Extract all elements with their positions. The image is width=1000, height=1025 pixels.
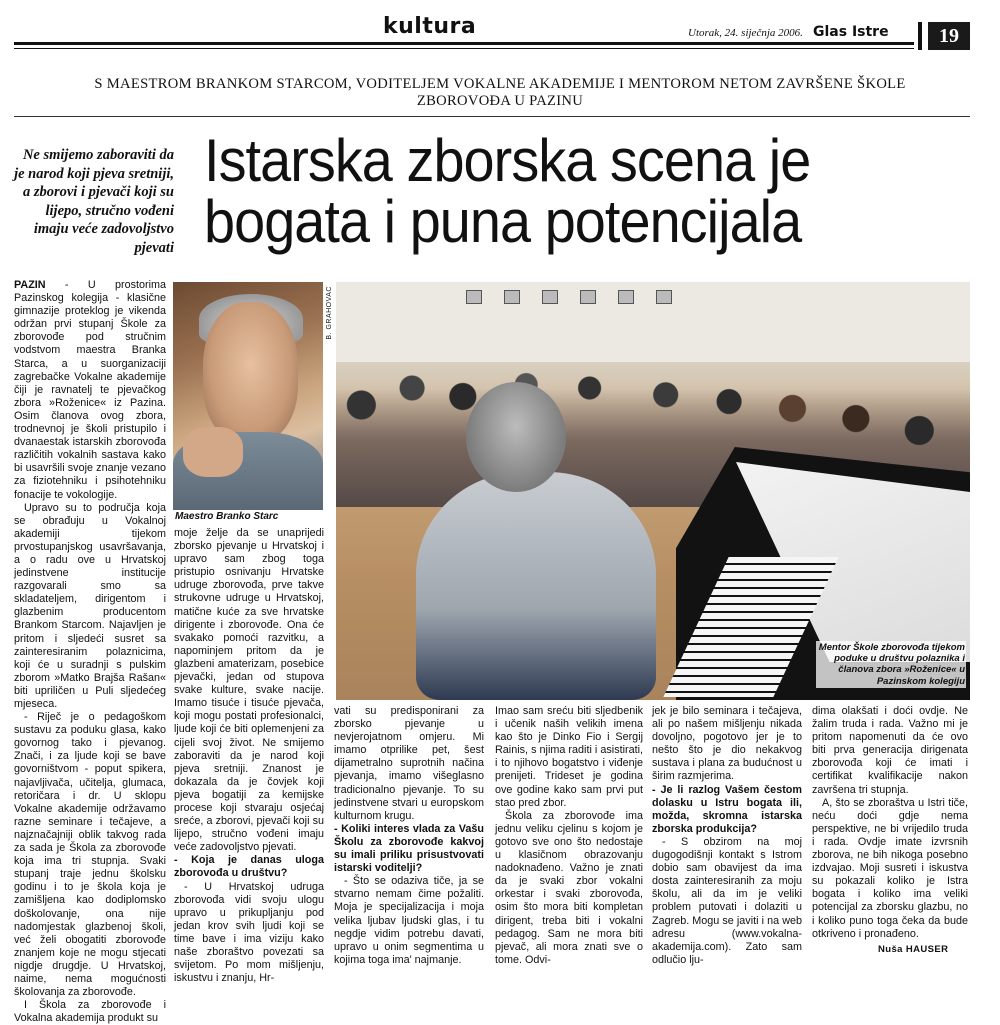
paragraph: - S obzirom na moj dugogodišnji kontakt s Istrom dobio sam obavijest da ima dosta zainteresiranih za moju školu, ali da im je veliki problem putovati i dolaziti u Zagreb. Mogu se javiti i na web adresu (www.vokalna-akademija.com). Zato sam odlučio lju- bbox=[652, 835, 802, 966]
author-byline: Nuša HAUSER bbox=[878, 944, 949, 955]
photo-detail bbox=[466, 382, 566, 492]
paragraph: - Riječ je o pedagoškom sustavu za poduku glasa, kako govornog tako i pjevanog. Znači, i za ljude koji se bave govorništvom - poput spikera, najavljivača, učitelja, glumaca, retoričara i dr. U sklopu Vokalne akademije održavamo razne seminare i tečajeve, a najznačajniji oblik takvog rada za sada je Škola za zborovođe koja ima tri stupnja. Svaki stupanj traje jednu školsku godinu i to je škola koja je zamišljena kao dodiplomsko doškolovanje, ona nije nadomjestak glazbenoj školi, već želi obogatiti zborovođe znanjem koje ne mogu stjecati nigdje drugdje. U Hrvatskoj, naime, nema mogućnosti školovanja za zborovođe. bbox=[14, 711, 166, 999]
page-number: 19 bbox=[928, 22, 970, 50]
photo-detail bbox=[183, 427, 243, 477]
paragraph: I Škola za zborovođe i Vokalna akademija produkt su bbox=[14, 999, 166, 1025]
photo-detail bbox=[416, 472, 656, 700]
article-column-1 bbox=[14, 279, 166, 1025]
paragraph: dima olakšati i doći ovdje. Ne žalim truda i rada. Važno mi je pritom napomenuti da će ovo biti prva generacija dirigenata zborovođa koji će imati i certifikat kvalifikacije nakon završena tri stupnja. bbox=[812, 705, 968, 796]
paragraph: Škola za zborovođe ima jednu veliku cjelinu s kojom je gotovo sve ono što nedostaje u klasičnom obrazovanju nadoknađeno. Važno je znati da je svaki zbor vokalni orkestar i svaki zborovođa, osim što mora biti kompletan dirigent, treba biti i vokalni pedagog. Sam ne mora biti pjevač, ali mora znati sve o tome. Odvi- bbox=[495, 809, 643, 966]
article-headline bbox=[204, 127, 920, 255]
paragraph: A, što se zboraštva u Istri tiče, neću doći gdje nema perspektive, ne bi vrijedilo truda i rada. Ovdje imate izvrsnih zborova, ne bih nikoga posebno izdvajao. Moji susreti i iskustva su pokazali koliko je Istra bogata i koliko ima veliki potencijal za zborsku glazbu, no i koliko puno toga čeka da bude otkriveno i pronađeno. bbox=[812, 796, 968, 940]
paragraph: - Što se odaziva tiče, ja se stvarno nemam čime požaliti. Moja je specijalizacija i moja velika ljubav ljudski glas, i tu negdje vidim potrebu davati, upravo u onim segmentima u kojima toga ima' najmanje. bbox=[334, 875, 484, 966]
section-title: kultura bbox=[383, 14, 477, 39]
rehearsal-photo bbox=[336, 282, 970, 700]
paragraph: jek je bilo seminara i tečajeva, ali po našem mišljenju nikada dovoljno, pogotovo jer je to nešto što je dio nekakvog sustava i plana za budućnost u širim razmjerima. bbox=[652, 705, 802, 783]
paragraph: vati su predisponirani za zborsko pjevanje u nevjerojatnom omjeru. Mi imamo otprilike pet, šest dijametralno suprotnih načina pjevanja, imamo višeglasno tradicionalno pjevanje. To su jedinstvene stvari u europskom kulturnom krugu. bbox=[334, 705, 484, 822]
article-lede: Ne smijemo zaboraviti da je narod koji pjeva sretniji, a zborovi i pjevači koji su lijepo, stručno vođeni imaju veće zadovoljstvo pjevati bbox=[14, 147, 174, 256]
rehearsal-caption: Mentor Škole zborovođa tijekom poduke u društvu polaznika i članova zbora »Roženice« u Pazinskom kolegiju bbox=[816, 641, 966, 688]
paragraph: moje želje da se unaprijedi zborsko pjevanje u Hrvatskoj i upravo sam zbog toga pristupio osnivanju Hrvatske udruge zborovođa, prve takve strukovne udruge u Hrvatskoj, matične kuće za sve hrvatske dirigente i zborovođe. Ona će svakako pomoći razvitku, a napominjem pritom da je glazbeni amaterizam, posebice pjevački, jedan od stupova svake kulture, svake nacije. Imamo tisuće i tisuće pjevača, koji mogu postati profesionalci, ljude koji će biti oplemenjeni za cijeli svoj život. Ne smijemo zaboraviti da je narod koji pjeva sretniji. Znanost je dokazala da je čovjek koji pjeva bogatiji za kemijske procese koji stvaraju osjećaj sreće, a zborovi, pjevači koji su lijepo, stručno vođeni imaju veće zadovoljstvo pjevati. bbox=[174, 527, 324, 854]
interview-question: - Koliki interes vlada za Vašu Školu za zborovođe kakvoj su imali priliku prisustvovati istarski voditelji? bbox=[334, 822, 484, 875]
paragraph-text: - U prostorima Pazinskog kolegija - klasične gimnazije proteklog je vikenda održan prvi stupanj Škole za zborovođe pod stručnim vodstvom maestra Branka Starca, a u suorganizaciji zagrebačke Vokalne akademije čiji je ravnatelj te pjevačkog zbora »Roženice« iz Pazina. Osim članova ovog zbora, trodnevnoj je školi pristupilo i dvanaestak istarskih zborovođa različitih vokalnih sastava kako bi usavršili svoje znanje vezano za fiziotehniku i psihotehniku fonacije te vokologije. bbox=[14, 279, 166, 501]
article-column-2 bbox=[174, 527, 324, 985]
issue-date: Utorak, 24. siječnja 2006. bbox=[688, 27, 803, 39]
paragraph: Imao sam sreću biti sljedbenik i učenik naših velikih imena kao što je Dinko Fio i Sergij Rainis, s njima raditi i asistirati, i to njihovo bogatstvo i viđenje prenijeti. Trideset je godina ove godine kako sam prvi put stao pred zbor. bbox=[495, 705, 643, 809]
interview-question: - Koja je danas uloga zborovođa u društvu? bbox=[174, 854, 324, 880]
article-column-3 bbox=[334, 705, 484, 967]
paragraph: - U Hrvatskoj udruga zborovođa vidi svoju ulogu upravo u prikupljanju pod jedan krov svih ljudi koji se time bave i ima viziju kako naše zboraštvo povezati sa svijetom. Po mom mišljenju, iskustvu i znanju, Hr- bbox=[174, 880, 324, 985]
portrait-photo bbox=[173, 282, 323, 510]
headline-line-1: Istarska zborska scena je bbox=[204, 127, 811, 194]
header-divider bbox=[918, 22, 922, 50]
interview-question: - Je li razlog Vašem čestom dolasku u Istru bogata ili, možda, skromna istarska zborska produkcija? bbox=[652, 783, 802, 835]
photo-detail bbox=[466, 290, 672, 304]
photo-detail bbox=[203, 302, 298, 442]
portrait-caption: Maestro Branko Starc bbox=[175, 511, 279, 522]
article-column-4 bbox=[495, 705, 643, 967]
paragraph bbox=[14, 279, 166, 502]
header-rule bbox=[14, 42, 914, 45]
dateline: PAZIN bbox=[14, 279, 46, 291]
article-column-6 bbox=[812, 705, 968, 941]
paragraph: Upravo su to područja koja se obrađuju u Vokalnoj akademiji tijekom prvostupanjskog usavršavanja, a o radu ove u Hrvatskoj jedinstvene institucije razgovarali smo sa skladateljem, dirigentom i glazbenim producentom Brankom Starcom. Najavljen je pritom i sljedeći susret sa zainteresiranim polaznicima, koji će u suradnji s pulskim zborom »Matko Brajša Rašan« biti upriličen u Puli sljedećeg mjeseca. bbox=[14, 501, 166, 710]
article-column-5 bbox=[652, 705, 802, 967]
header-rule-thin bbox=[14, 48, 914, 49]
headline-line-2: bogata i puna potencijala bbox=[204, 188, 802, 255]
newspaper-name: Glas Istre bbox=[813, 24, 889, 40]
photo-credit: B. GRAHOVAC bbox=[326, 286, 333, 340]
article-overline: S MAESTROM BRANKOM STARCOM, VODITELJEM VOKALNE AKADEMIJE I MENTOROM NETOM ZAVRŠENE ŠKOLE ZBOROVOĐA U PAZINU bbox=[94, 76, 906, 109]
overline-rule bbox=[14, 116, 970, 117]
